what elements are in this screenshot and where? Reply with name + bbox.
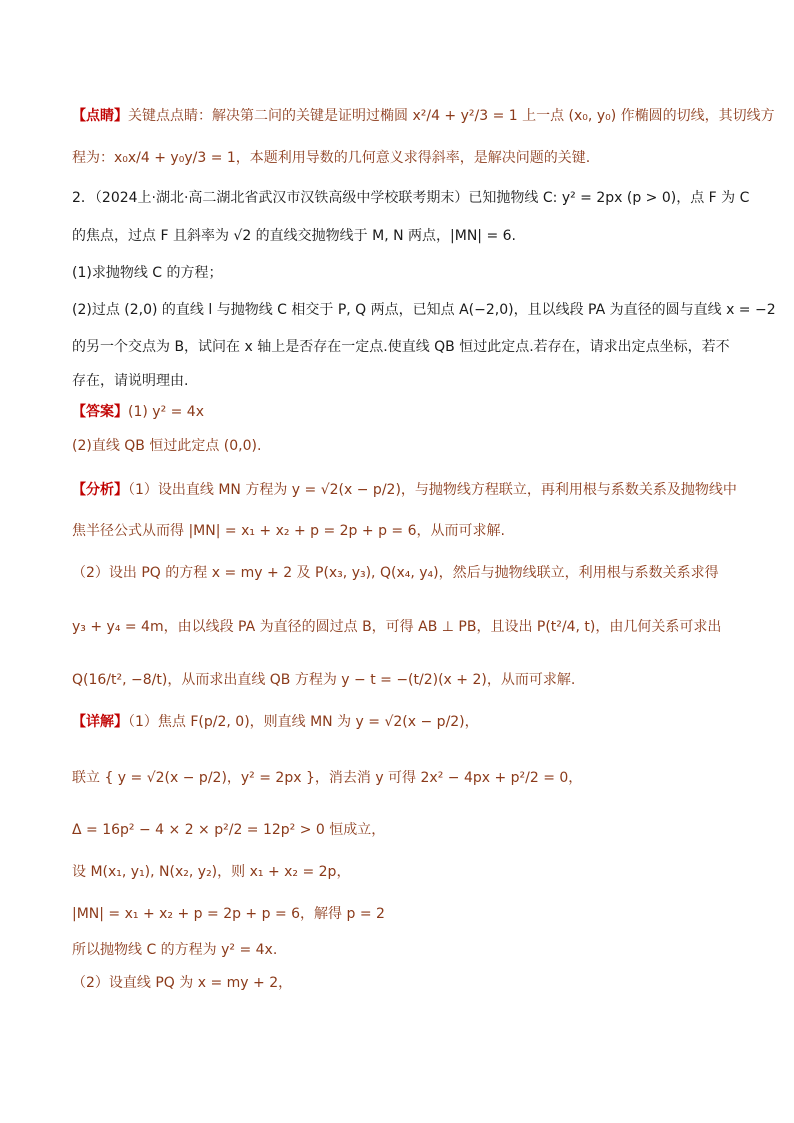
detail-line-1 — [72, 712, 722, 732]
text: 联立 { y = √2(x − p/2)，y² = 2px }，消去消 y 可得 2x² − 4px + p²/2 = 0， — [72, 770, 583, 786]
text: (1) y² = 4x — [128, 404, 205, 420]
text: (1)求抛物线 C 的方程； — [72, 265, 223, 281]
answer-line-2 — [72, 436, 722, 456]
detail-line-3 — [72, 820, 722, 840]
analysis-line-2 — [72, 521, 722, 541]
text: y₃ + y₄ = 4m，由以线段 PA 为直径的圆过点 B，可得 AB ⊥ PB，且设出 P(t²/4, t)，由几何关系可求出 — [72, 619, 722, 635]
text: 焦半径公式从而得 |MN| = x₁ + x₂ + p = 2p + p = 6，从而可求解. — [72, 523, 505, 539]
text: （1）焦点 F(p/2, 0)，则直线 MN 为 y = √2(x − p/2)， — [128, 714, 479, 730]
text: 程为：x₀x/4 + y₀y/3 = 1，本题利用导数的几何意义求得斜率，是解决问题的关键. — [72, 150, 591, 166]
text: （1）设出直线 MN 方程为 y = √2(x − p/2)，与抛物线方程联立，再利用根与系数关系及抛物线中 — [128, 482, 737, 498]
text: 的焦点，过点 F 且斜率为 √2 的直线交抛物线于 M, N 两点，|MN| = 6. — [72, 228, 517, 244]
tag-analysis: 【分析】 — [72, 482, 128, 498]
problem-line-3 — [72, 263, 722, 283]
text: 的另一个交点为 B，试问在 x 轴上是否存在一定点.使直线 QB 恒过此定点.若存在，请求出定点坐标，若不 — [72, 339, 730, 355]
text: 存在，请说明理由. — [72, 373, 189, 389]
analysis-line-3 — [72, 563, 722, 583]
problem-line-4 — [72, 300, 776, 320]
problem-line-1 — [72, 188, 750, 208]
text: |MN| = x₁ + x₂ + p = 2p + p = 6，解得 p = 2 — [72, 906, 385, 922]
detail-line-2 — [72, 768, 722, 788]
text: (2)过点 (2,0) 的直线 l 与抛物线 C 相交于 P, Q 两点，已知点 A(−2,0)，且以线段 PA 为直径的圆与直线 x = −2 — [72, 302, 776, 318]
detail-line-7 — [72, 973, 722, 993]
text: Q(16/t², −8/t)，从而求出直线 QB 方程为 y − t = −(t/2)(x + 2)，从而可求解. — [72, 672, 576, 688]
detail-line-5 — [72, 904, 722, 924]
analysis-line-5 — [72, 670, 722, 690]
note-line-1 — [72, 106, 775, 126]
tag-dianjing: 【点睛】 — [72, 108, 128, 124]
problem-line-2 — [72, 226, 722, 246]
text: 设 M(x₁, y₁), N(x₂, y₂)，则 x₁ + x₂ = 2p， — [72, 864, 351, 880]
answer-line-1 — [72, 402, 722, 422]
analysis-line-1 — [72, 480, 737, 500]
tag-answer: 【答案】 — [72, 404, 128, 420]
detail-line-6 — [72, 940, 722, 960]
text: 2．（2024上·湖北·高二湖北省武汉市汉铁高级中学校联考期末）已知抛物线 C: y² = 2px (p > 0)，点 F 为 C — [72, 190, 750, 206]
text: 所以抛物线 C 的方程为 y² = 4x. — [72, 942, 278, 958]
text: Δ = 16p² − 4 × 2 × p²/2 = 12p² > 0 恒成立， — [72, 822, 386, 838]
problem-line-6 — [72, 371, 722, 391]
tag-detail: 【详解】 — [72, 714, 128, 730]
detail-line-4 — [72, 862, 722, 882]
text: （2）设出 PQ 的方程 x = my + 2 及 P(x₃, y₃), Q(x₄, y₄)，然后与抛物线联立，利用根与系数关系求得 — [72, 565, 719, 581]
note-line-2 — [72, 148, 722, 168]
text: （2）设直线 PQ 为 x = my + 2， — [72, 975, 293, 991]
text: 关键点点睛：解决第二问的关键是证明过椭圆 x²/4 + y²/3 = 1 上一点 (x₀, y₀) 作椭圆的切线，其切线方 — [128, 108, 775, 124]
text: (2)直线 QB 恒过此定点 (0,0). — [72, 438, 262, 454]
problem-line-5 — [72, 337, 730, 357]
analysis-line-4 — [72, 617, 722, 637]
